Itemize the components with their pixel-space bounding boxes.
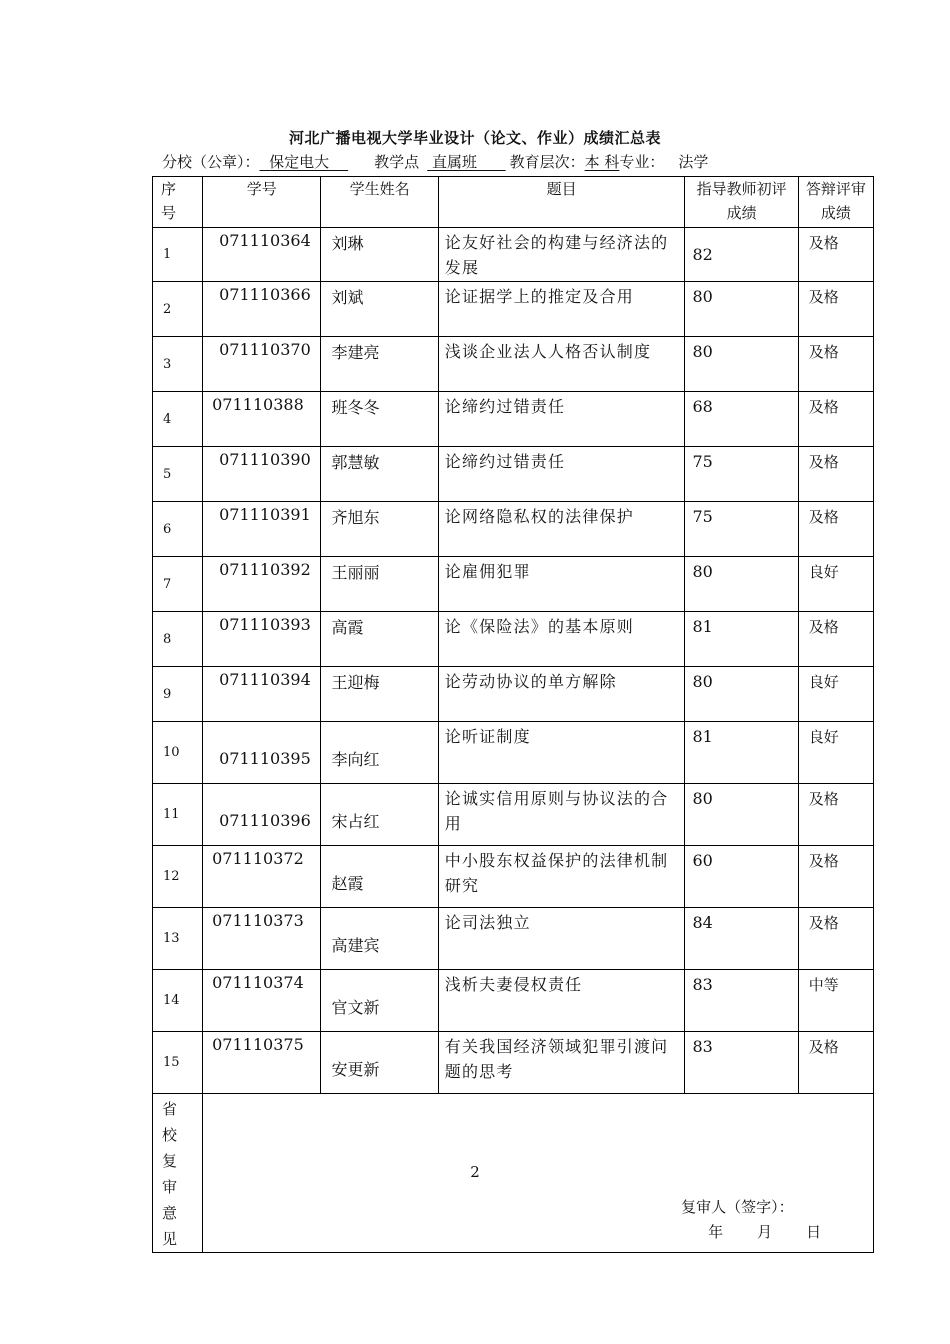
table-row	[153, 228, 874, 282]
reviewer-signature-label: 复审人（签字）：	[681, 1198, 794, 1216]
row-seq: 8	[153, 612, 203, 667]
row-defense-score: 良好	[798, 722, 873, 784]
table-row	[153, 337, 874, 392]
row-topic: 论证据学上的推定及合用	[438, 282, 685, 337]
row-defense-score: 良好	[798, 667, 873, 722]
branch-label: 分校（公章）：	[162, 153, 260, 171]
table-row	[153, 784, 874, 846]
row-defense-score: 良好	[798, 557, 873, 612]
row-topic: 论司法独立	[438, 908, 685, 970]
row-advisor-score: 83	[685, 1032, 798, 1094]
row-advisor-score: 81	[685, 612, 798, 667]
row-seq: 13	[153, 908, 203, 970]
row-defense-score: 及格	[798, 846, 873, 908]
level-label: 教育层次：	[509, 153, 585, 171]
row-student-name: 刘斌	[321, 282, 438, 337]
row-advisor-score: 75	[685, 502, 798, 557]
row-seq: 2	[153, 282, 203, 337]
row-student-name: 李建亮	[321, 337, 438, 392]
table-row	[153, 282, 874, 337]
row-advisor-score: 80	[685, 557, 798, 612]
row-student-id: 071110388	[203, 392, 321, 447]
row-topic: 论雇佣犯罪	[438, 557, 685, 612]
table-row	[153, 612, 874, 667]
row-seq: 7	[153, 557, 203, 612]
row-topic: 浅谈企业法人人格否认制度	[438, 337, 685, 392]
row-student-id: 071110372	[203, 846, 321, 908]
row-topic: 浅析夫妻侵权责任	[438, 970, 685, 1032]
major-value: 法学	[678, 153, 709, 171]
row-defense-score: 及格	[798, 612, 873, 667]
row-student-name: 宋占红	[321, 784, 438, 846]
row-student-name: 班冬冬	[321, 392, 438, 447]
row-student-id: 071110370	[203, 337, 321, 392]
table-row	[153, 908, 874, 970]
row-topic: 论诚实信用原则与协议法的合用	[438, 784, 685, 846]
row-student-id: 071110366	[203, 282, 321, 337]
row-seq: 4	[153, 392, 203, 447]
table-header-row	[153, 177, 874, 228]
row-topic: 中小股东权益保护的法律机制研究	[438, 846, 685, 908]
header-defense-score: 答辩评审成绩	[798, 177, 873, 228]
table-row	[153, 667, 874, 722]
review-date: 年 月 日	[708, 1223, 822, 1241]
row-defense-score: 中等	[798, 970, 873, 1032]
row-student-id: 071110395	[203, 722, 321, 784]
row-student-name: 高建宾	[321, 908, 438, 970]
row-advisor-score: 81	[685, 722, 798, 784]
grades-table	[152, 176, 874, 1253]
row-student-id: 071110396	[203, 784, 321, 846]
row-student-name: 齐旭东	[321, 502, 438, 557]
table-row	[153, 846, 874, 908]
row-defense-score: 及格	[798, 337, 873, 392]
site-value: 直属班	[431, 153, 477, 171]
row-student-name: 王丽丽	[321, 557, 438, 612]
row-advisor-score: 82	[685, 228, 798, 282]
level-value: 本 科	[584, 153, 620, 171]
branch-value: 保定电大	[269, 153, 330, 171]
row-advisor-score: 68	[685, 392, 798, 447]
row-student-id: 071110375	[203, 1032, 321, 1094]
row-defense-score: 及格	[798, 392, 873, 447]
meta-line	[162, 152, 882, 172]
row-seq: 5	[153, 447, 203, 502]
table-row	[153, 502, 874, 557]
row-defense-score: 及格	[798, 784, 873, 846]
table-row	[153, 722, 874, 784]
page-number: 2	[470, 1163, 480, 1181]
row-seq: 3	[153, 337, 203, 392]
table-row	[153, 447, 874, 502]
row-student-name: 李向红	[321, 722, 438, 784]
row-topic: 论《保险法》的基本原则	[438, 612, 685, 667]
header-name: 学生姓名	[321, 177, 438, 228]
header-advisor-score: 指导教师初评成绩	[685, 177, 798, 228]
row-student-name: 高霞	[321, 612, 438, 667]
row-student-name: 安更新	[321, 1032, 438, 1094]
row-topic: 论网络隐私权的法律保护	[438, 502, 685, 557]
site-label: 教学点	[374, 153, 420, 171]
row-advisor-score: 80	[685, 784, 798, 846]
row-seq: 14	[153, 970, 203, 1032]
row-topic: 有关我国经济领域犯罪引渡问题的思考	[438, 1032, 685, 1094]
row-defense-score: 及格	[798, 908, 873, 970]
row-seq: 9	[153, 667, 203, 722]
row-student-id: 071110394	[203, 667, 321, 722]
row-student-name: 刘琳	[321, 228, 438, 282]
row-advisor-score: 84	[685, 908, 798, 970]
row-seq: 11	[153, 784, 203, 846]
row-defense-score: 及格	[798, 447, 873, 502]
row-topic: 论缔约过错责任	[438, 447, 685, 502]
row-topic: 论友好社会的构建与经济法的发展	[438, 228, 685, 282]
row-defense-score: 及格	[798, 502, 873, 557]
row-topic: 论听证制度	[438, 722, 685, 784]
row-seq: 10	[153, 722, 203, 784]
header-seq: 序号	[153, 177, 203, 228]
table-row	[153, 392, 874, 447]
opinion-label: 省校复审意见	[153, 1094, 203, 1253]
row-seq: 15	[153, 1032, 203, 1094]
row-student-id: 071110391	[203, 502, 321, 557]
row-student-id: 071110373	[203, 908, 321, 970]
row-seq: 1	[153, 228, 203, 282]
header-id: 学号	[203, 177, 321, 228]
row-topic: 论劳动协议的单方解除	[438, 667, 685, 722]
row-seq: 12	[153, 846, 203, 908]
row-topic: 论缔约过错责任	[438, 392, 685, 447]
table-row	[153, 1032, 874, 1094]
row-student-id: 071110364	[203, 228, 321, 282]
row-student-name: 赵霞	[321, 846, 438, 908]
row-defense-score: 及格	[798, 228, 873, 282]
row-student-name: 官文新	[321, 970, 438, 1032]
row-defense-score: 及格	[798, 1032, 873, 1094]
row-advisor-score: 80	[685, 282, 798, 337]
row-defense-score: 及格	[798, 282, 873, 337]
row-seq: 6	[153, 502, 203, 557]
major-label: 专业：	[619, 153, 665, 171]
row-student-name: 王迎梅	[321, 667, 438, 722]
header-topic: 题目	[438, 177, 685, 228]
row-student-id: 071110393	[203, 612, 321, 667]
table-row	[153, 970, 874, 1032]
row-advisor-score: 80	[685, 667, 798, 722]
document-title: 河北广播电视大学毕业设计（论文、作业）成绩汇总表	[288, 129, 661, 147]
row-student-id: 071110374	[203, 970, 321, 1032]
row-advisor-score: 75	[685, 447, 798, 502]
table-row	[153, 557, 874, 612]
row-student-name: 郭慧敏	[321, 447, 438, 502]
row-advisor-score: 80	[685, 337, 798, 392]
row-advisor-score: 83	[685, 970, 798, 1032]
row-advisor-score: 60	[685, 846, 798, 908]
row-student-id: 071110390	[203, 447, 321, 502]
row-student-id: 071110392	[203, 557, 321, 612]
